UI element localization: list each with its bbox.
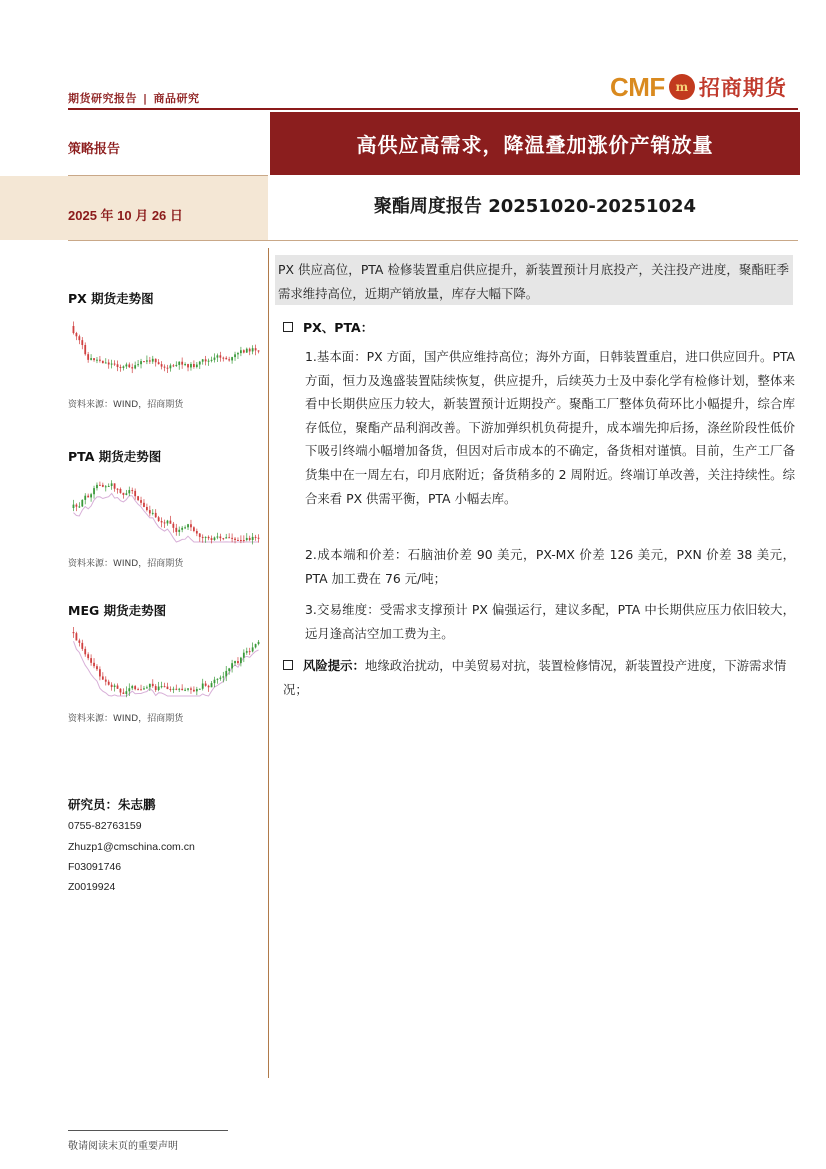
candle-body	[105, 680, 107, 682]
candle-body	[202, 537, 204, 538]
candle-body	[123, 493, 125, 495]
meg-chart-source: 资料来源：WIND，招商期货	[68, 714, 184, 724]
candle-body	[196, 365, 198, 367]
candle-body	[225, 358, 227, 359]
candle-body	[255, 644, 257, 647]
candle-body	[149, 360, 151, 361]
candle-body	[96, 360, 98, 361]
candle-body	[93, 358, 95, 360]
candle-body	[105, 486, 107, 487]
candle-body	[214, 538, 216, 540]
candle-body	[137, 689, 139, 690]
category-commodity-research: 商品研究	[153, 92, 200, 105]
pta-chart-source: 资料来源：WIND，招商期货	[68, 559, 184, 569]
candle-body	[196, 689, 198, 691]
candle-body	[93, 488, 95, 494]
candle-body	[105, 362, 107, 363]
candle-body	[167, 521, 169, 524]
candle-body	[190, 688, 192, 689]
candle-body	[178, 530, 180, 532]
candle-body	[181, 528, 183, 530]
section-heading-text: PX、PTA：	[303, 320, 374, 335]
candle-body	[99, 669, 101, 676]
candle-body	[252, 647, 254, 651]
candle-body	[246, 651, 248, 653]
candle-body	[199, 362, 201, 365]
candle-body	[175, 528, 177, 532]
candle-body	[87, 654, 89, 658]
candle-body	[117, 489, 119, 490]
candle-body	[181, 689, 183, 690]
candle-body	[96, 485, 98, 488]
candle-body	[87, 496, 89, 498]
checkbox-bullet-icon	[283, 660, 293, 670]
candle-body	[217, 536, 219, 537]
candle-body	[196, 531, 198, 534]
candle-body	[131, 686, 133, 688]
candle-body	[149, 510, 151, 513]
headline-text: 高供应高需求，降温叠加涨价产销放量	[356, 133, 714, 157]
report-date: 2025 年 10 月 26 日	[68, 208, 183, 223]
candle-body	[134, 491, 136, 496]
candle-body	[175, 365, 177, 366]
candle-body	[81, 500, 83, 507]
candle-body	[140, 689, 142, 690]
candle-body	[152, 684, 154, 686]
candle-body	[205, 359, 207, 361]
candle-body	[199, 534, 201, 537]
candle-body	[90, 658, 92, 663]
candle-body	[190, 364, 192, 367]
report-category	[68, 90, 200, 106]
candle-body	[228, 537, 230, 538]
candle-body	[123, 692, 125, 694]
headline-banner	[270, 112, 800, 175]
candle-body	[146, 507, 148, 510]
researcher-name: 研究员：朱志鹏	[68, 797, 156, 812]
candle-body	[187, 524, 189, 527]
candle-body	[120, 489, 122, 493]
footer-rule	[68, 1130, 228, 1131]
risk-text: 地缘政治扰动，中美贸易对抗，装置检修情况，新装置投产进度，下游需求情况；	[283, 658, 787, 697]
candle-body	[143, 503, 145, 507]
candle-body	[172, 689, 174, 690]
candle-body	[217, 679, 219, 680]
section-divider	[68, 240, 798, 241]
candle-body	[170, 689, 172, 690]
candle-body	[237, 353, 239, 354]
candle-body	[258, 350, 260, 351]
section-heading	[283, 318, 373, 336]
candle-body	[73, 505, 75, 508]
candle-body	[205, 537, 207, 538]
candle-body	[208, 686, 210, 687]
candle-body	[193, 364, 195, 367]
candle-body	[214, 680, 216, 683]
candle-body	[140, 500, 142, 503]
candle-body	[102, 361, 104, 363]
candle-body	[137, 496, 139, 500]
candle-body	[187, 364, 189, 367]
candle-body	[167, 368, 169, 369]
candle-body	[128, 364, 130, 367]
candle-body	[111, 483, 113, 486]
candle-body	[258, 642, 260, 644]
candle-body	[237, 540, 239, 541]
candle-body	[76, 333, 78, 336]
px-chart-svg	[68, 312, 264, 390]
candle-body	[96, 666, 98, 669]
candle-body	[108, 682, 110, 685]
px-chart-title: PX 期货走势图	[68, 291, 154, 306]
candle-body	[228, 359, 230, 360]
candle-body	[123, 366, 125, 368]
category-separator: |	[143, 92, 148, 105]
candle-body	[93, 663, 95, 666]
candle-body	[225, 671, 227, 676]
candle-body	[78, 336, 80, 340]
logo-company-name: 招商期货	[698, 76, 787, 100]
candle-body	[152, 359, 154, 362]
candle-body	[134, 686, 136, 689]
candle-body	[84, 496, 86, 500]
candle-body	[243, 653, 245, 658]
researcher-license-f: F03091746	[68, 861, 122, 873]
candle-body	[193, 690, 195, 692]
paragraph-cost-spread: 2.成本端和价差：石脑油价差 90 美元，PX-MX 价差 126 美元，PXN 价差 38 美元，PTA 加工费在 76 元/吨；	[305, 547, 795, 586]
candle-body	[187, 688, 189, 689]
candle-body	[211, 360, 213, 361]
candle-body	[205, 684, 207, 686]
pta-chart-title: PTA 期货走势图	[68, 449, 162, 464]
candle-body	[246, 349, 248, 353]
candle-body	[246, 538, 248, 540]
candle-body	[152, 513, 154, 514]
footer-disclaimer: 敬请阅读末页的重要声明	[68, 1141, 178, 1152]
candle-body	[108, 362, 110, 364]
candle-body	[219, 536, 221, 538]
candle-body	[84, 649, 86, 654]
candle-body	[184, 364, 186, 365]
candle-body	[249, 349, 251, 352]
candle-body	[217, 355, 219, 357]
candle-body	[158, 517, 160, 521]
candle-body	[90, 358, 92, 360]
candle-body	[155, 686, 157, 690]
candle-body	[161, 364, 163, 366]
candle-body	[149, 684, 151, 688]
candle-body	[164, 367, 166, 368]
logo-emblem-icon: m	[669, 74, 695, 100]
candle-body	[231, 538, 233, 539]
candle-body	[184, 690, 186, 691]
candle-body	[102, 485, 104, 487]
candle-body	[252, 537, 254, 540]
candle-body	[158, 687, 160, 690]
candle-body	[73, 326, 75, 333]
candle-body	[108, 486, 110, 487]
logo-cmf-text: CMF	[610, 71, 665, 102]
candle-body	[114, 364, 116, 365]
candle-body	[146, 360, 148, 361]
candle-body	[120, 689, 122, 693]
candle-body	[231, 357, 233, 360]
candle-body	[134, 365, 136, 368]
candle-body	[219, 678, 221, 679]
researcher-phone: 0755-82763159	[68, 820, 142, 832]
candle-body	[164, 686, 166, 687]
candle-body	[172, 365, 174, 366]
candle-body	[125, 691, 127, 694]
candle-body	[102, 676, 104, 679]
moving-average-line	[74, 641, 259, 696]
candle-body	[193, 527, 195, 531]
candle-body	[249, 651, 251, 652]
researcher-email: Zhuzp1@cmschina.com.cn	[68, 841, 195, 853]
candle-body	[222, 358, 224, 359]
candle-body	[76, 505, 78, 507]
researcher-license-z: Z0019924	[68, 881, 116, 893]
risk-warning	[283, 654, 795, 702]
candle-body	[252, 348, 254, 351]
candle-body	[87, 354, 89, 360]
candle-body	[164, 522, 166, 523]
candle-body	[90, 494, 92, 497]
candle-body	[234, 661, 236, 663]
candle-body	[117, 686, 119, 689]
candle-body	[222, 676, 224, 677]
meg-futures-chart	[68, 622, 264, 700]
candle-body	[237, 661, 239, 663]
candle-body	[117, 364, 119, 367]
candle-body	[258, 538, 260, 539]
candle-body	[202, 684, 204, 689]
candle-body	[222, 538, 224, 539]
candle-body	[170, 365, 172, 368]
candle-body	[178, 362, 180, 365]
candle-body	[255, 537, 257, 538]
candle-body	[202, 359, 204, 361]
candle-body	[99, 485, 101, 486]
candle-body	[243, 540, 245, 541]
candle-body	[214, 358, 216, 360]
candle-body	[128, 688, 130, 691]
summary-box	[275, 255, 793, 305]
candle-body	[211, 683, 213, 687]
candle-body	[240, 350, 242, 353]
moving-average-line	[74, 493, 259, 542]
candle-body	[111, 685, 113, 687]
candle-body	[240, 540, 242, 541]
candle-body	[211, 538, 213, 540]
candle-body	[81, 643, 83, 649]
report-type-label: 策略报告	[68, 142, 121, 157]
candle-body	[125, 493, 127, 495]
candle-body	[161, 521, 163, 522]
report-title: 聚酯周度报告 20251020-20251024	[373, 196, 697, 217]
candle-body	[146, 687, 148, 688]
candle-body	[155, 359, 157, 362]
candle-body	[167, 687, 169, 689]
candle-body	[158, 362, 160, 364]
candle-body	[140, 361, 142, 364]
candle-body	[131, 367, 133, 368]
candle-body	[243, 350, 245, 352]
candle-body	[170, 521, 172, 524]
candle-body	[208, 361, 210, 362]
candle-body	[181, 362, 183, 365]
risk-label: 风险提示：	[303, 658, 365, 673]
candle-body	[199, 689, 201, 690]
candle-body	[137, 364, 139, 365]
candle-body	[78, 640, 80, 642]
candle-body	[81, 340, 83, 345]
candle-body	[228, 668, 230, 671]
candle-body	[114, 483, 116, 488]
candle-body	[190, 524, 192, 527]
candle-body	[208, 537, 210, 538]
summary-text: PX 供应高位，PTA 检修装置重启供应提升，新装置预计月底投产，关注投产进度，聚酯旺季需求维持高位，近期产销放量，库存大幅下降。	[278, 262, 789, 301]
checkbox-bullet-icon	[283, 322, 293, 332]
header-rule	[68, 108, 798, 110]
candle-body	[99, 360, 101, 361]
column-divider	[268, 248, 269, 1078]
candle-body	[84, 345, 86, 354]
candle-body	[249, 538, 251, 540]
candle-body	[128, 490, 130, 493]
meg-chart-title: MEG 期货走势图	[68, 603, 167, 618]
meg-chart-svg	[68, 622, 264, 700]
candle-body	[240, 658, 242, 663]
candle-body	[219, 355, 221, 357]
candle-body	[143, 361, 145, 362]
px-futures-chart	[68, 312, 264, 390]
pta-futures-chart	[68, 468, 264, 546]
candle-body	[143, 688, 145, 689]
candle-body	[234, 354, 236, 357]
candle-body	[131, 490, 133, 491]
candle-body	[234, 539, 236, 540]
candle-body	[184, 527, 186, 528]
candle-body	[111, 364, 113, 365]
pta-chart-svg	[68, 468, 264, 546]
candle-body	[76, 633, 78, 640]
paragraph-fundamentals: 1.基本面：PX 方面，国产供应维持高位；海外方面，日韩装置重启，进口供应回升。PTA 方面，恒力及逸盛装置陆续恢复，供应提升，后续英力士及中泰化学有检修计划，整体来看中长期供应压力较大，新装置预计近期投产。聚酯工厂整体负荷环比小幅提升，综合库存低位，聚酯产品利润改善。下游加弹织机负荷提升，成本端先抑后扬，涤丝阶段性低价下吸引终端小幅增加备货，但因对后市成本的不确定，备货相对谨慎。目前，生产工厂备货集中在一周左右，印月底附近；备货稍多的 2 周附近。终端订单改善，关注持续性。综合来看 PX 供需平衡，PTA 小幅去库。	[305, 349, 795, 506]
candle-body	[125, 364, 127, 366]
candle-body	[255, 348, 257, 350]
candle-body	[78, 506, 80, 507]
candle-body	[175, 689, 177, 690]
candle-body	[225, 537, 227, 538]
candle-body	[114, 686, 116, 687]
paragraph-trading: 3.交易维度：受需求支撑预计 PX 偏强运行，建议多配，PTA 中长期供应压力依旧较大，远月逢高沽空加工费为主。	[305, 602, 795, 641]
candle-body	[155, 513, 157, 517]
px-chart-source: 资料来源：WIND，招商期货	[68, 400, 184, 410]
category-futures-research: 期货研究报告	[68, 92, 137, 105]
candle-body	[178, 689, 180, 690]
candle-body	[73, 632, 75, 633]
company-logo	[610, 72, 787, 102]
candle-body	[161, 686, 163, 687]
candle-body	[231, 663, 233, 668]
candle-body	[120, 367, 122, 368]
candle-body	[172, 524, 174, 528]
